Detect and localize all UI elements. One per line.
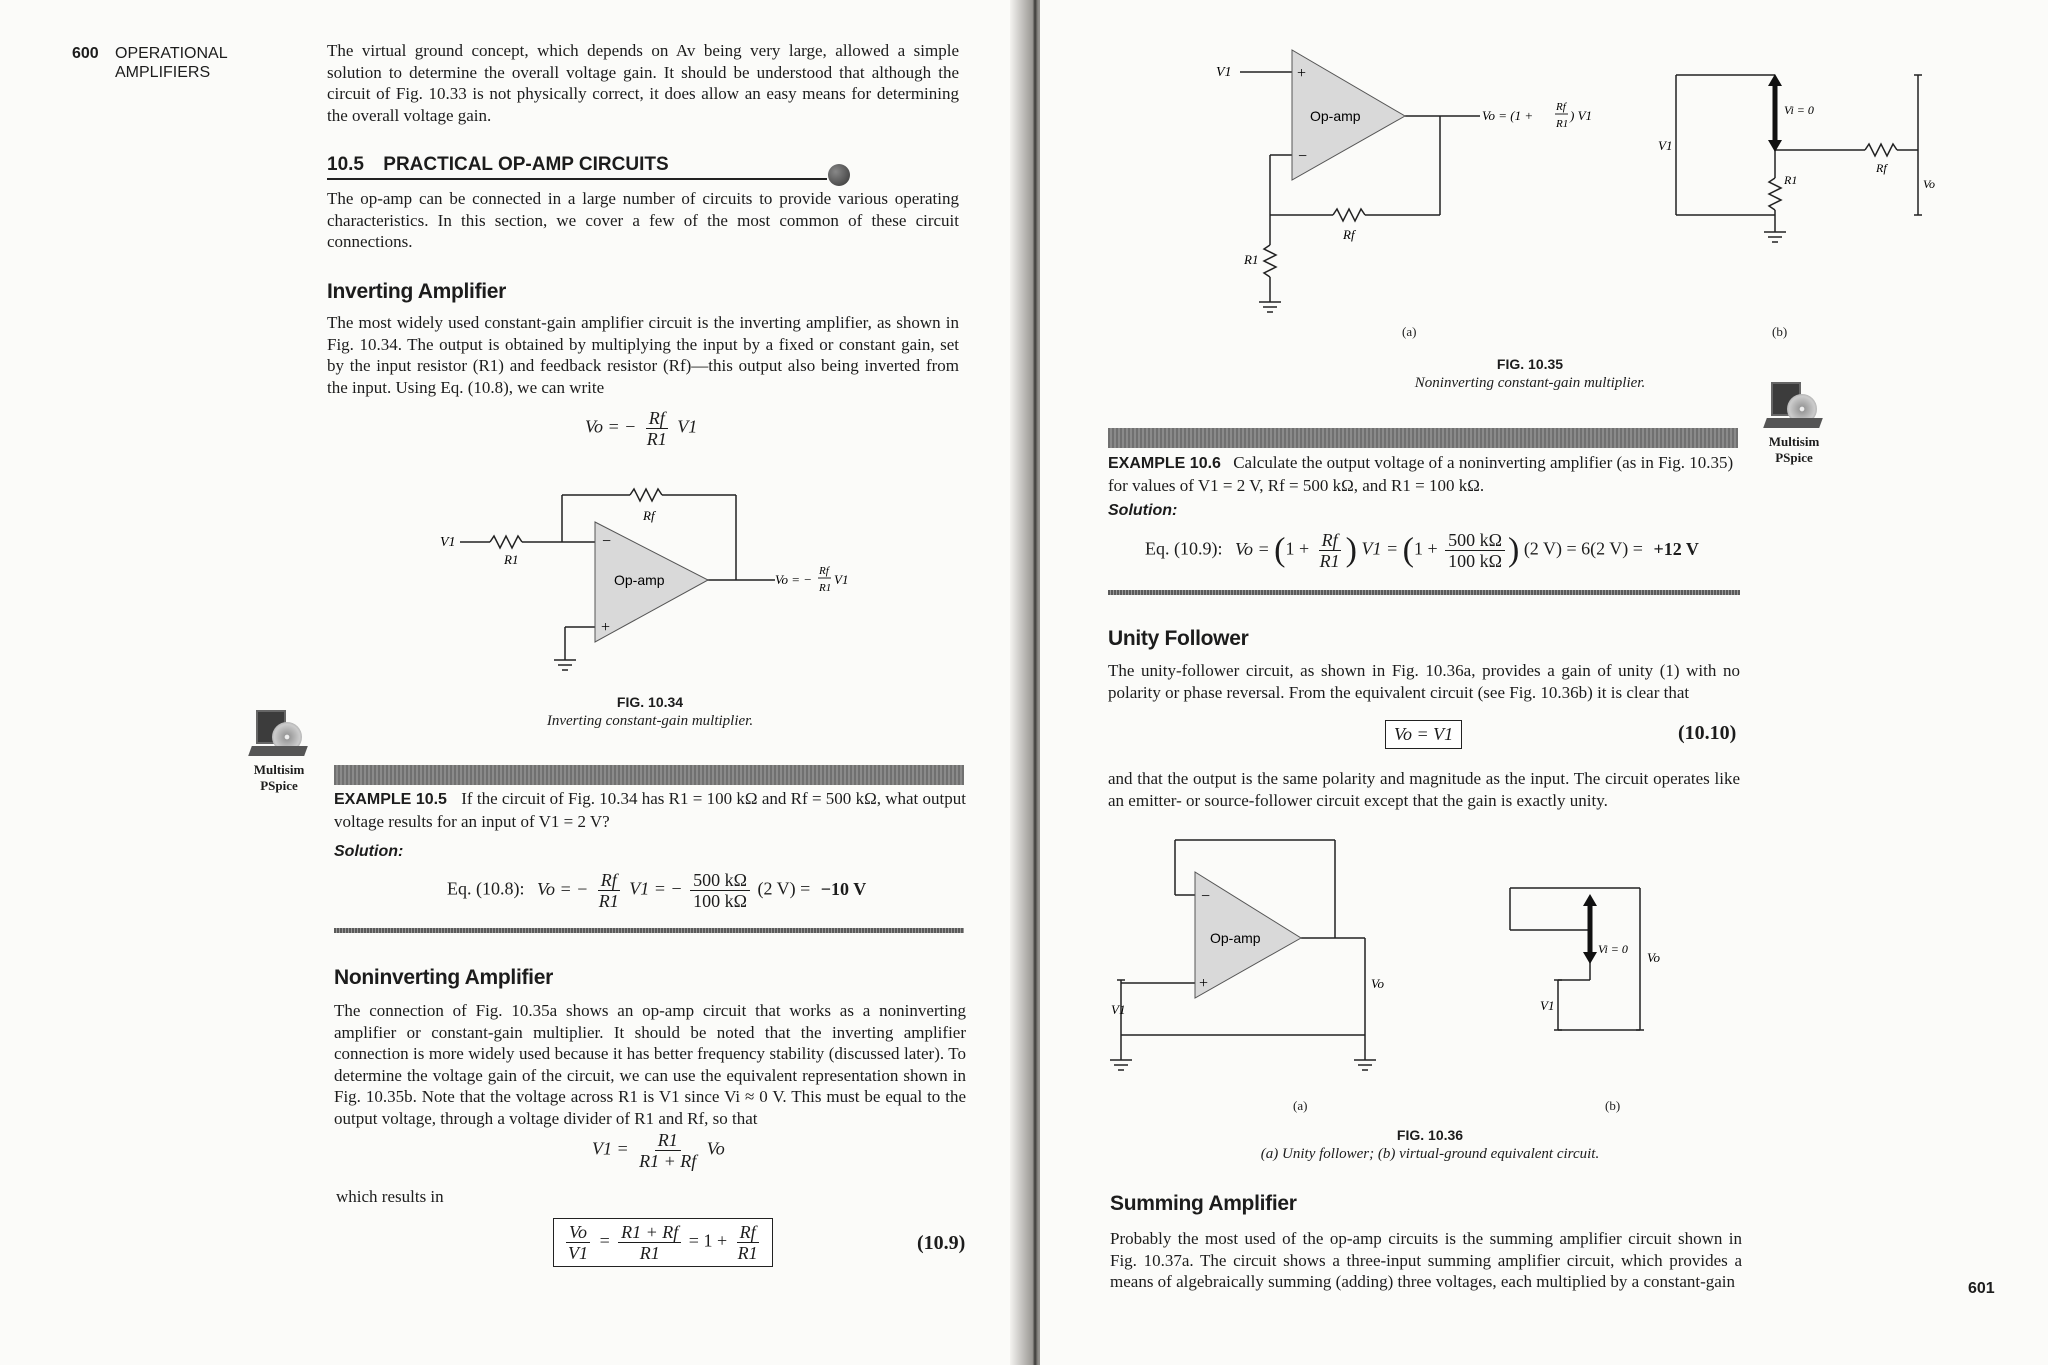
running-head-line-1: OPERATIONAL (115, 45, 228, 62)
ex106-f1-pre: 1 + (1285, 538, 1310, 559)
example-10-6-end-rule (1108, 590, 1740, 595)
example-10-5-solution-label: Solution: (334, 843, 404, 860)
badge-line-2: PSpice (260, 778, 298, 793)
ni-eq2-f2-num: R1 + Rf (618, 1222, 681, 1243)
fig-10-34-caption: Inverting constant-gain multiplier. (546, 713, 754, 729)
ex105-mid: V1 = − (629, 878, 683, 899)
fig-10-36b-diagram (1480, 870, 1690, 1050)
fig-10-35-number: FIG. 10.35 (1496, 356, 1564, 372)
example-10-5-text: If the circuit of Fig. 10.34 has R1 = 100 kΩ and Rf = 500 kΩ, what output voltage results for an input of V1 = 2 V? (334, 789, 966, 831)
which-results-in: which results in (336, 1187, 444, 1206)
inverting-paragraph: The most widely used constant-gain amplifier circuit is the inverting amplifier, as shown in Fig. 10.34. The output is obtained by multiplying the input by a fixed or constant gain, set by the input resistor (R1) and feedback resistor (Rf)—this output also being inverted from the input. Using Eq. (10.8), we can write (327, 313, 959, 397)
fig35b-r1: R1 (1784, 173, 1798, 187)
fig34-plus-label: + (601, 619, 611, 636)
fig-10-35-caption: Noninverting constant-gain multiplier. (1414, 375, 1646, 391)
ex105-eq-ref: Eq. (10.8): (447, 878, 525, 899)
example-10-5-end-rule (334, 928, 964, 933)
ni-eq2-f2-den: R1 (639, 1243, 660, 1263)
ex106-f2-num: 500 kΩ (1445, 530, 1505, 551)
summing-amplifier-paragraph: Probably the most used of the op-amp circuits is the summing amplifier circuit shown in Fig. 10.37a. The circuit shows a three-input summing amplifier circuit, which provides a means of algebraically summing (adding) three voltages, each multiplied by a constant-gain (1110, 1229, 1742, 1291)
fig35b-vo: Vo (1923, 177, 1935, 191)
section-bullet-icon (828, 164, 850, 186)
fig34-vo-den: R1 (819, 582, 832, 594)
example-10-6-solution-label: Solution: (1108, 502, 1178, 519)
section-underline (327, 178, 827, 180)
fig34-minus-label: − (602, 533, 612, 550)
fig36-sub-a: (a) (1293, 1098, 1308, 1113)
example-10-5-text-block (334, 788, 966, 832)
page-number-left: 600 (72, 45, 99, 62)
fig-10-36-number: FIG. 10.36 (1396, 1127, 1464, 1143)
badge-line-1: Multisim (1768, 434, 1820, 449)
fig36a-v1: V1 (1111, 1002, 1126, 1017)
ni-eq2-mid: = 1 + (688, 1230, 728, 1251)
section-title: PRACTICAL OP-AMP CIRCUITS (383, 154, 669, 175)
ex106-tail: (2 V) = 6(2 V) = (1523, 538, 1643, 559)
ex106-mid: V1 = (1361, 538, 1399, 559)
example-10-6-equation: Eq. (10.9): Vo = (1 + $\frac{Rf}{R1}$ ) V1 = (1 + $\frac{500 k\Omega}{100 k\Omega}$ ) (2 V) = 6(2 V) = +12 V (1145, 530, 1699, 571)
fig36b-v1: V1 (1540, 998, 1555, 1013)
fig-10-35a-diagram (1200, 40, 1660, 320)
ex106-eq-lhs: Vo = (1234, 538, 1270, 559)
example-10-6-text-block (1108, 452, 1748, 496)
ni-eq1-den: R1 + Rf (639, 1151, 697, 1171)
ni-eq2-f1-num: Vo (566, 1222, 590, 1243)
eq-10-10-box: Vo = V1 (1385, 720, 1462, 749)
right-page (1040, 0, 2048, 1365)
example-10-5-equation (447, 870, 866, 911)
ex106-eq-ref: Eq. (10.9): (1145, 538, 1223, 559)
ex106-f1-num: Rf (1319, 530, 1341, 551)
computer-icon (1765, 378, 1823, 430)
computer-icon (250, 706, 308, 758)
running-head (115, 44, 228, 82)
noninverting-eq2-box: $\frac{Vo}{V1}$ = $\frac{R1 + Rf}{R1}$ = 1 + $\frac{Rf}{R1}$ (553, 1218, 773, 1267)
eq-10-9-number: (10.9) (917, 1232, 966, 1254)
section-paragraph: The op-amp can be connected in a large number of circuits to provide various operating characteristics. In this section, we cover a few of the most common of these circuit connections. (327, 189, 959, 251)
fig35a-opamp: Op-amp (1310, 108, 1361, 124)
fig35-sub-a: (a) (1402, 324, 1417, 339)
ni-eq2-f3-num: Rf (737, 1222, 759, 1243)
fig36-sub-b: (b) (1605, 1098, 1621, 1113)
multisim-pspice-badge-left (244, 706, 314, 794)
ex106-f1-den: R1 (1319, 551, 1340, 571)
fig-10-34-number: FIG. 10.34 (616, 694, 684, 710)
fig34-vo-label: Vo = − (775, 572, 813, 587)
fig34-rf-label: Rf (643, 508, 655, 523)
fig35a-vo-num: Rf (1556, 101, 1566, 113)
unity-follower-paragraph: The unity-follower circuit, as shown in Fig. 10.36a, provides a gain of unity (1) with no polarity or phase reversal. From the equivalent circuit (see Fig. 10.36b) it is clear that (1108, 661, 1740, 702)
noninverting-heading: Noninverting Amplifier (334, 966, 553, 989)
ex105-f2-num: 500 kΩ (690, 870, 750, 891)
fig36b-vi0: Vi = 0 (1598, 942, 1628, 956)
intro-paragraph: The virtual ground concept, which depends on Av being very large, allowed a simple solution to determine the overall voltage gain. It should be understood that although the circuit of Fig. 10.33 is not physically correct, it does allow an easy means for determining the overall voltage gain. (327, 41, 959, 125)
fig34-opamp-label: Op-amp (614, 572, 665, 588)
unity-follower-paragraph-2: and that the output is the same polarity and magnitude as the input. The circuit operates like an emitter- or source-follower circuit except that the gain is exactly unity. (1108, 769, 1740, 810)
fig35a-minus: − (1298, 148, 1308, 165)
ex106-result: +12 V (1653, 538, 1699, 559)
fig35b-vi0: Vi = 0 (1784, 103, 1814, 117)
summing-amplifier-heading: Summing Amplifier (1110, 1192, 1297, 1215)
fig-10-36a-diagram (1095, 830, 1395, 1090)
inverting-heading: Inverting Amplifier (327, 280, 507, 303)
fig36b-vo: Vo (1647, 950, 1660, 965)
fig35a-r1: R1 (1244, 252, 1259, 267)
fig35b-rf: Rf (1876, 161, 1887, 175)
noninverting-paragraph: The connection of Fig. 10.35a shows an op-amp circuit that works as a noninverting amplifier or constant-gain multiplier. It should be noted that the inverting amplifier connection is more widely used because it has better frequency stability (discussed later). To determine the voltage gain of the circuit, we can use the equivalent representation shown in Fig. 10.35b. Note that the voltage across R1 is V1 since Vi ≈ 0 V. This must be equal to the output voltage, through a voltage divider of R1 and Rf, so that (334, 1001, 966, 1128)
fig35a-rf: Rf (1343, 227, 1355, 242)
inverting-eq-den: R1 (646, 429, 667, 449)
fig-10-34-diagram (430, 480, 850, 680)
ex106-f2-den: 100 kΩ (1448, 551, 1502, 571)
eq-10-10-number: (10.10) (1678, 722, 1737, 744)
badge-line-2: PSpice (1775, 450, 1813, 465)
fig34-v1-label: V1 (440, 535, 456, 550)
ex105-tail: (2 V) = (757, 878, 811, 899)
fig35a-vo-tail: ) V1 (1570, 108, 1593, 123)
fig36a-vo: Vo (1371, 976, 1384, 991)
example-10-6-line2: for values of V1 = 2 V, Rf = 500 kΩ, and R1 = 100 kΩ. (1108, 475, 1485, 495)
fig35a-v1: V1 (1216, 65, 1232, 80)
badge-line-1: Multisim (253, 762, 305, 777)
fig35a-vo: Vo = (1 + (1482, 108, 1534, 123)
example-10-6-label: EXAMPLE 10.6 (1108, 455, 1221, 472)
ex105-eq-lhs: Vo = − (536, 878, 589, 899)
fig35-sub-b: (b) (1772, 324, 1788, 339)
ex105-result: −10 V (820, 878, 867, 899)
ni-eq2-f1-den: V1 (568, 1243, 588, 1263)
ex105-f1-num: Rf (598, 870, 620, 891)
ni-eq2-f3-den: R1 (737, 1243, 758, 1263)
fig35a-plus: + (1297, 65, 1307, 82)
running-head-line-2: AMPLIFIERS (115, 64, 211, 81)
fig34-r1-label: R1 (504, 552, 519, 567)
example-10-5-bar (334, 765, 964, 785)
ex106-f2-pre: 1 + (1413, 538, 1438, 559)
ex105-f1-den: R1 (598, 891, 619, 911)
ni-eq1-rhs: Vo (706, 1138, 725, 1159)
noninverting-eq1 (592, 1130, 725, 1171)
fig36a-opamp: Op-amp (1210, 930, 1261, 946)
inverting-eq-lhs: Vo = − (585, 416, 637, 437)
example-10-6-line1: Calculate the output voltage of a noninverting amplifier (as in Fig. 10.35) (1233, 453, 1734, 472)
inverting-eq-num: Rf (646, 408, 668, 429)
section-heading (327, 154, 669, 176)
fig35b-v1: V1 (1658, 138, 1673, 153)
ni-eq1-lhs: V1 = (592, 1138, 629, 1159)
fig34-vo-num: Rf (819, 565, 829, 577)
ni-eq1-num: R1 (655, 1130, 681, 1151)
fig-10-35b-diagram (1660, 60, 1940, 260)
section-number: 10.5 (327, 154, 364, 175)
inverting-eq-rhs: V1 (677, 416, 698, 437)
fig-10-36-caption: (a) Unity follower; (b) virtual-ground equivalent circuit. (1260, 1146, 1600, 1162)
fig35a-vo-den: R1 (1556, 118, 1569, 130)
page-number-right: 601 (1968, 1280, 1995, 1297)
fig36a-plus: + (1199, 975, 1209, 992)
example-10-5-label: EXAMPLE 10.5 (334, 791, 447, 808)
fig34-vo-tail: V1 (834, 572, 849, 587)
inverting-equation (585, 408, 697, 449)
example-10-6-bar (1108, 428, 1738, 448)
ex105-f2-den: 100 kΩ (693, 891, 747, 911)
multisim-pspice-badge-right (1758, 378, 1830, 466)
fig36a-minus: − (1201, 888, 1211, 905)
unity-follower-heading: Unity Follower (1108, 627, 1249, 650)
